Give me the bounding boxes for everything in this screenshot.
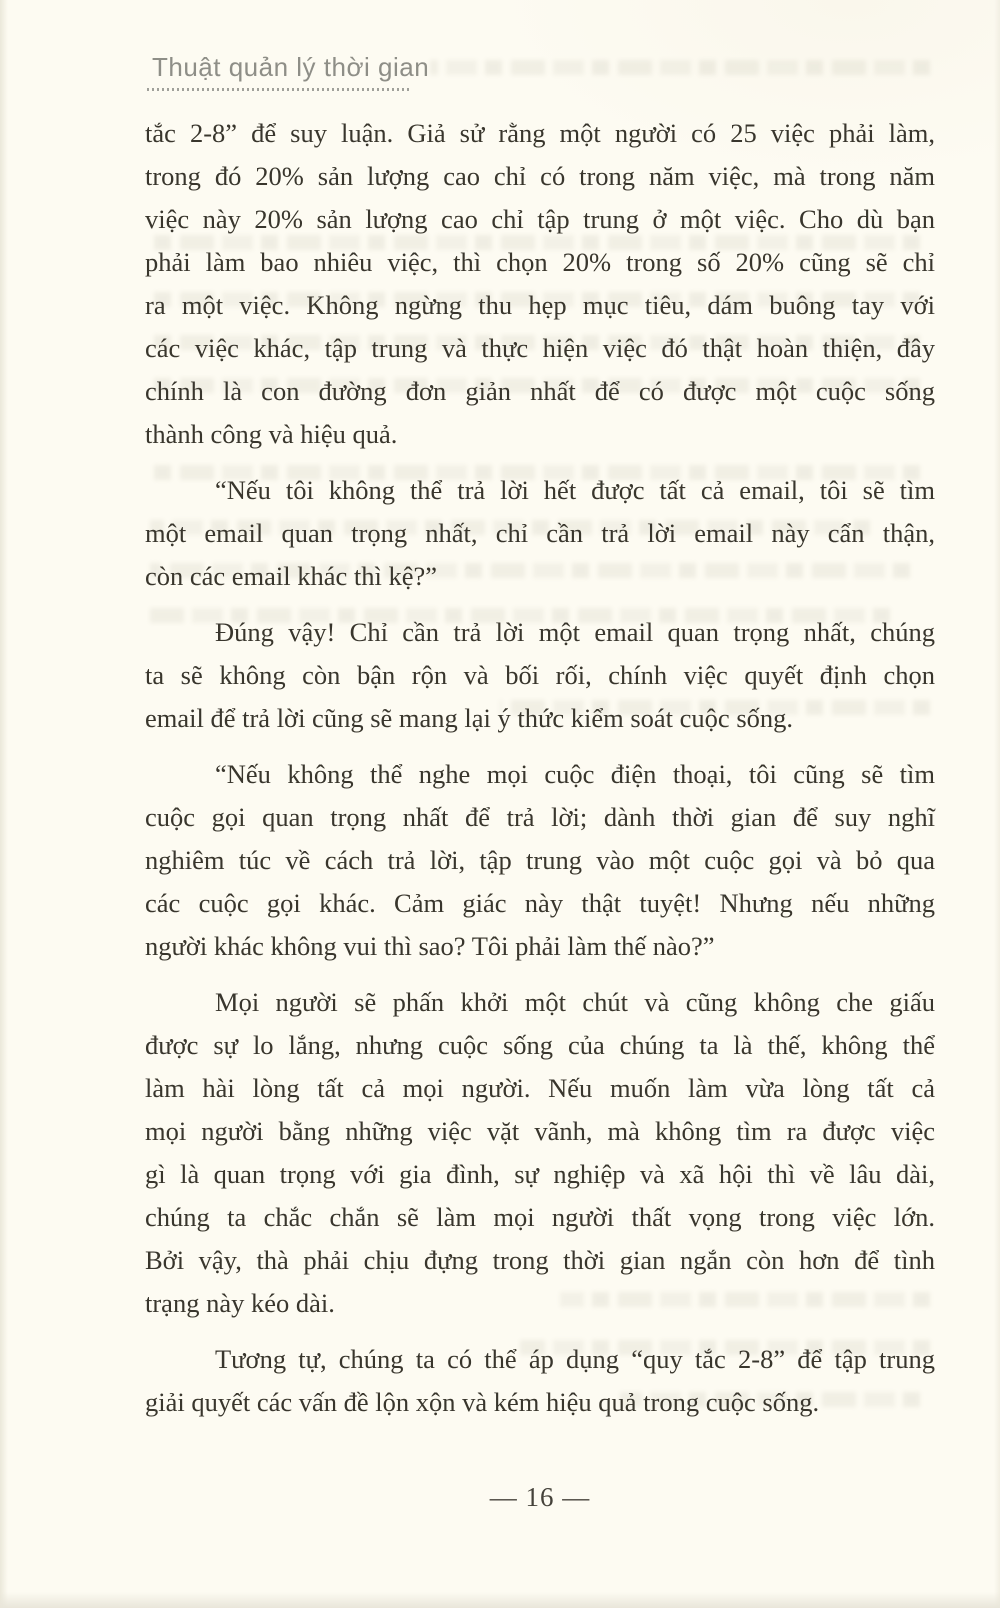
header-dotted-rule: [147, 88, 409, 91]
text-line: Mọi người sẽ phấn khởi một chút và cũng không che giấu: [215, 987, 935, 1017]
text-line: giải quyết các vấn đề lộn xộn và kém hiệu quả trong cuộc sống.: [145, 1387, 820, 1417]
text-line: tắc 2-8” để suy luận. Giả sử rằng một người có 25 việc phải làm,: [145, 118, 935, 148]
paragraph: [145, 112, 935, 456]
text-line: nghiêm túc về cách trả lời, tập trung vào một cuộc gọi và bỏ qua: [145, 845, 935, 875]
text-line: việc này 20% sản lượng cao chỉ tập trung ở một việc. Cho dù bạn: [145, 204, 935, 234]
text-line: các cuộc gọi khác. Cảm giác này thật tuyệt! Nhưng nếu những: [145, 888, 935, 918]
text-line: được sự lo lắng, nhưng cuộc sống của chúng ta là thế, không thể: [145, 1030, 935, 1060]
scan-edge-left: [0, 0, 8, 1608]
text-line: email để trả lời cũng sẽ mang lại ý thức kiểm soát cuộc sống.: [145, 703, 794, 733]
text-line: trạng này kéo dài.: [145, 1288, 335, 1318]
text-line: trong đó 20% sản lượng cao chỉ có trong năm việc, mà trong năm: [145, 161, 935, 191]
text-line: các việc khác, tập trung và thực hiện việc đó thật hoàn thiện, đây: [145, 333, 935, 363]
text-line: còn các email khác thì kệ?”: [145, 561, 438, 591]
text-line: ta sẽ không còn bận rộn và bối rối, chính việc quyết định chọn: [145, 660, 935, 690]
text-line: người khác không vui thì sao? Tôi phải làm thế nào?”: [145, 931, 715, 961]
page-body-text: [145, 112, 935, 1424]
text-line: mọi người bằng những việc vặt vãnh, mà không tìm ra được việc: [145, 1116, 935, 1146]
text-line: gì là quan trọng với gia đình, sự nghiệp và xã hội thì về lâu dài,: [145, 1159, 935, 1189]
text-line: “Nếu tôi không thể trả lời hết được tất cả email, tôi sẽ tìm: [215, 475, 935, 505]
scan-edge-bottom: [0, 1592, 1000, 1608]
paragraph: [145, 753, 935, 968]
text-line: ra một việc. Không ngừng thu hẹp mục tiêu, dám buông tay với: [145, 290, 935, 320]
scan-edge-right: [994, 0, 1000, 1608]
paragraph: [145, 469, 935, 598]
text-line: Tương tự, chúng ta có thể áp dụng “quy tắc 2-8” để tập trung: [215, 1344, 935, 1374]
text-line: Đúng vậy! Chỉ cần trả lời một email quan trọng nhất, chúng: [215, 617, 935, 647]
text-line: chúng ta chắc chắn sẽ làm mọi người thất vọng trong việc lớn.: [145, 1202, 935, 1232]
text-line: Bởi vậy, thà phải chịu đựng trong thời gian ngắn còn hơn để tình: [145, 1245, 935, 1275]
text-line: chính là con đường đơn giản nhất để có được một cuộc sống: [145, 376, 935, 406]
text-line: cuộc gọi quan trọng nhất để trả lời; dành thời gian để suy nghĩ: [145, 802, 935, 832]
paragraph: [145, 1338, 935, 1424]
text-line: thành công và hiệu quả.: [145, 419, 398, 449]
bleed-through-artifact: [430, 60, 930, 75]
text-line: phải làm bao nhiêu việc, thì chọn 20% trong số 20% cũng sẽ chỉ: [145, 247, 935, 277]
running-header-title: Thuật quản lý thời gian: [152, 52, 430, 82]
paragraph: [145, 611, 935, 740]
paragraph: [145, 981, 935, 1325]
text-line: làm hài lòng tất cả mọi người. Nếu muốn làm vừa lòng tất cả: [145, 1073, 935, 1103]
text-line: “Nếu không thể nghe mọi cuộc điện thoại, tôi cũng sẽ tìm: [215, 759, 935, 789]
text-line: một email quan trọng nhất, chỉ cần trả lời email này cẩn thận,: [145, 518, 935, 548]
page-number: — 16 —: [489, 1482, 591, 1512]
